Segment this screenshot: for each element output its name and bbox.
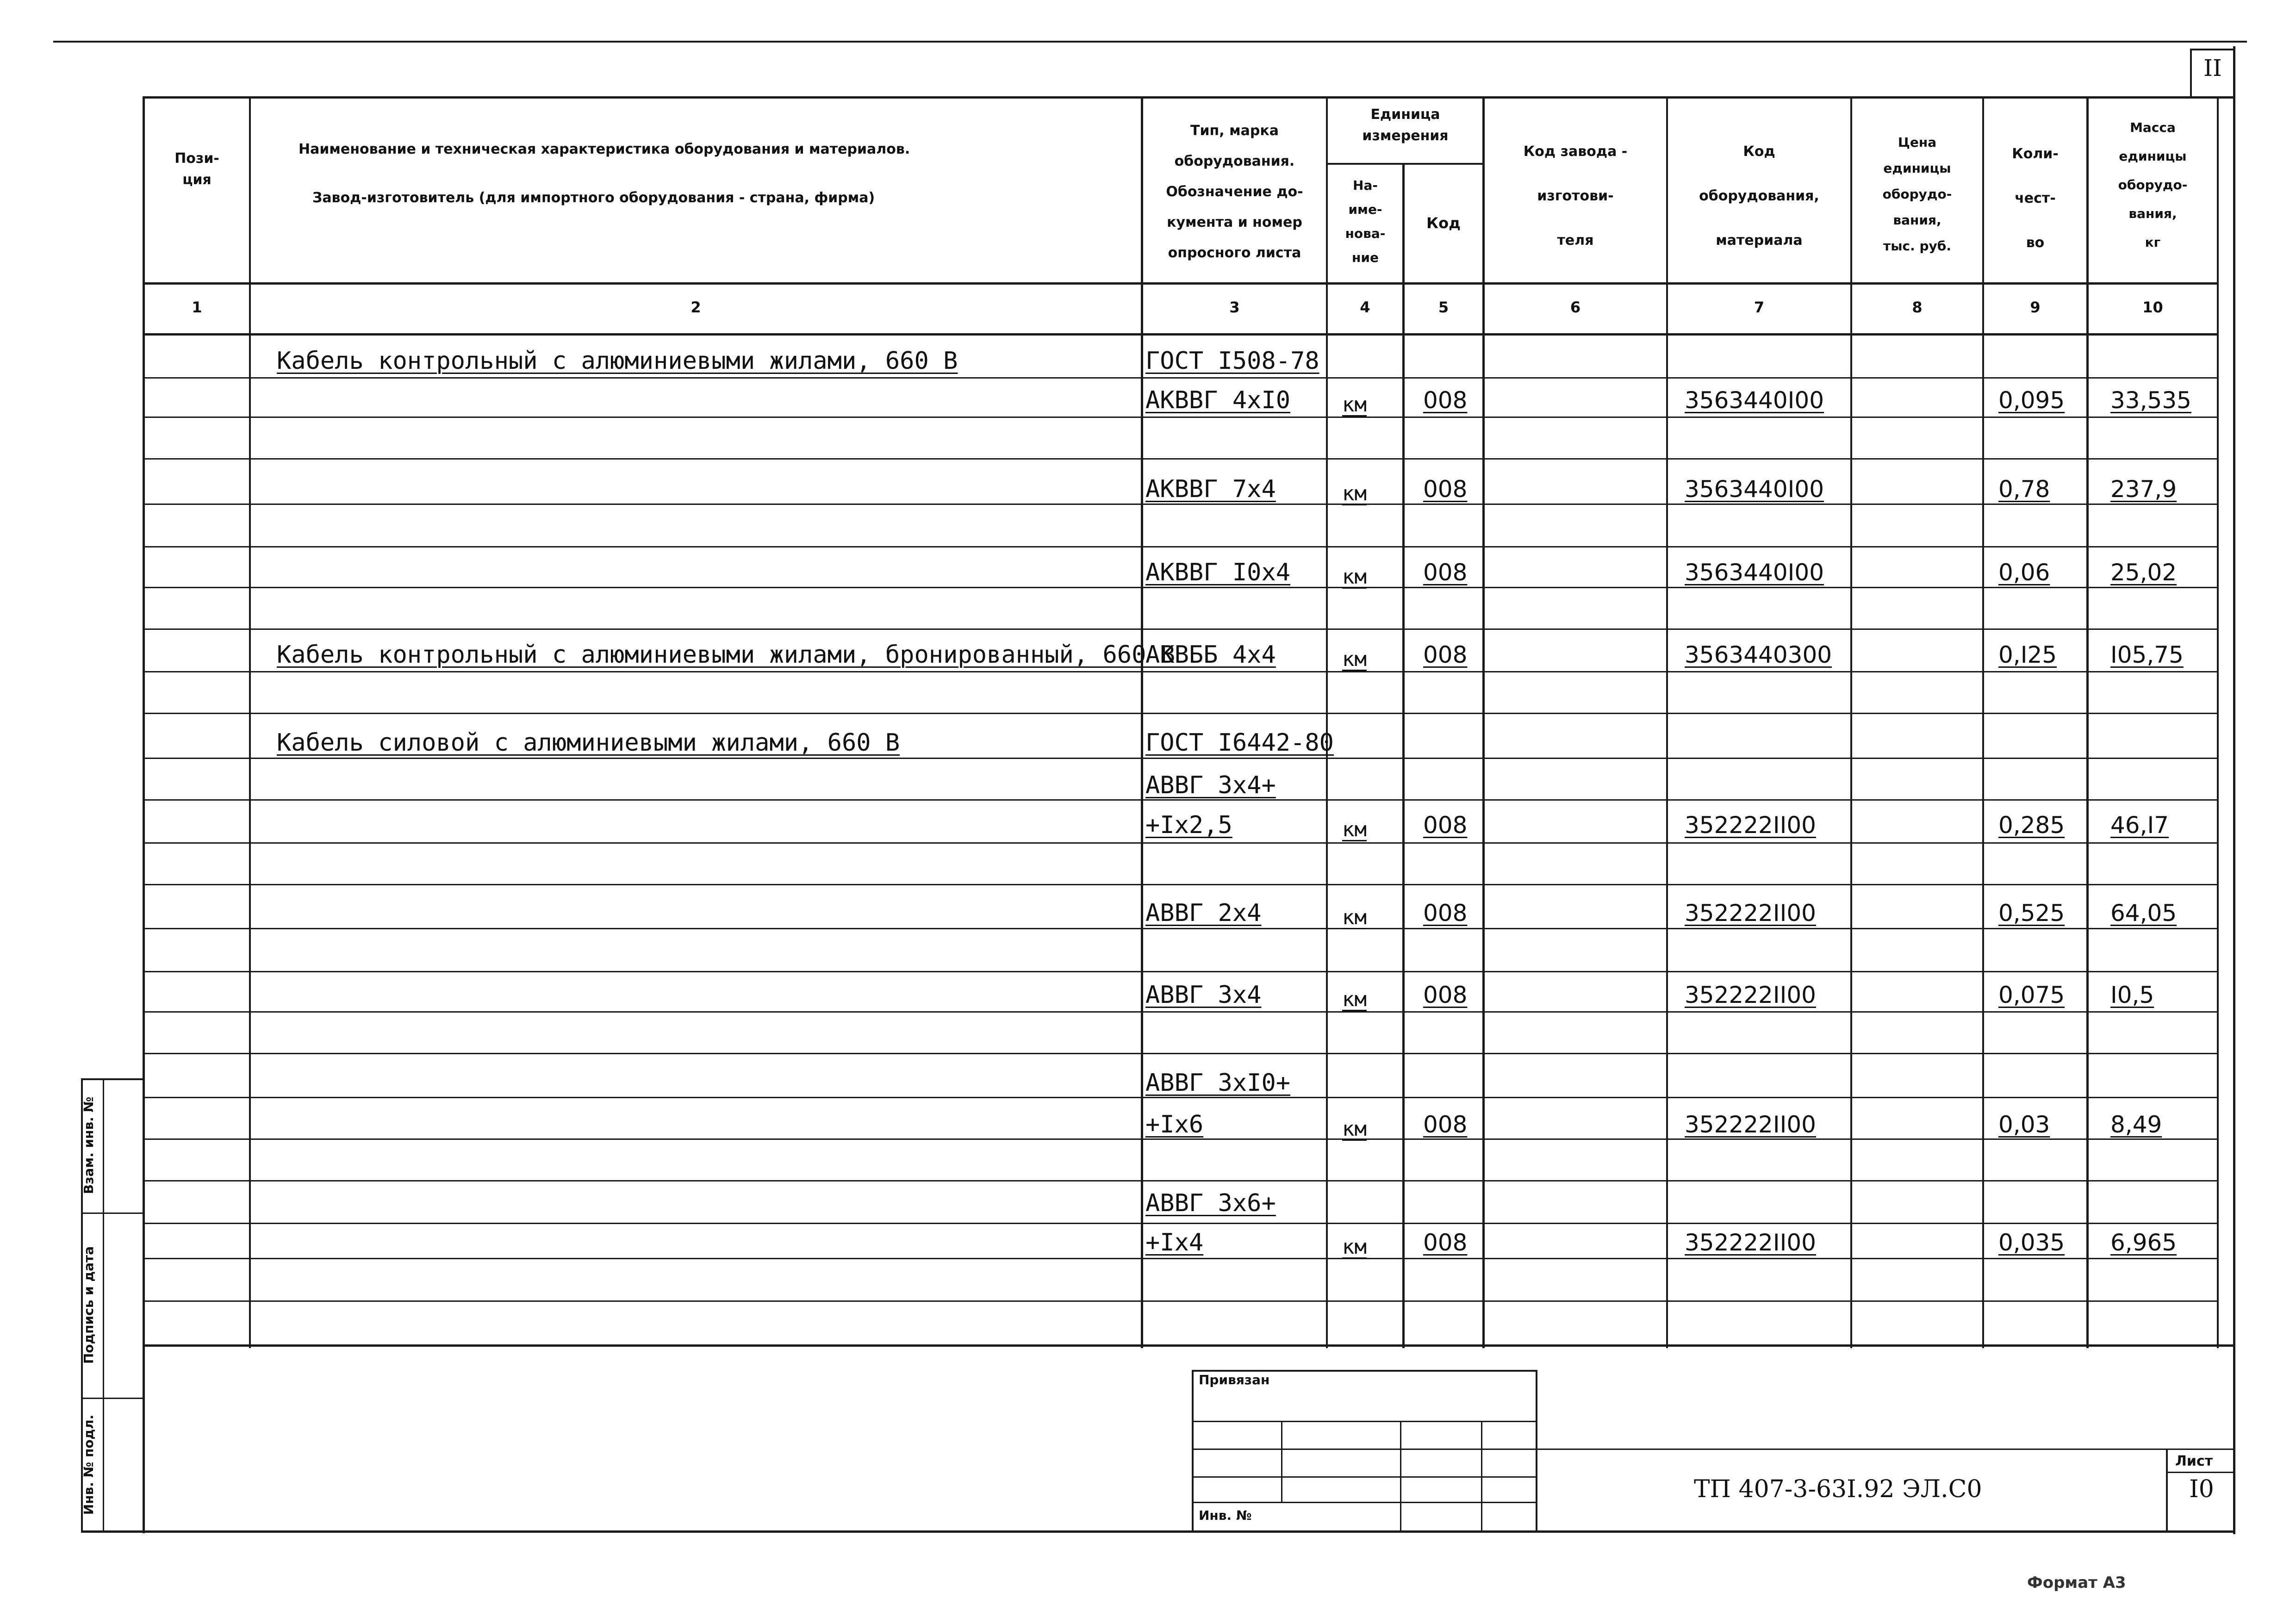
row-line — [143, 713, 2219, 714]
header-unit-code: Код — [1426, 214, 1461, 232]
table-top-border — [143, 96, 2235, 99]
privyazan-label: Привязан — [1199, 1372, 1270, 1387]
header-price: Цена единицы оборудо- вания, тыс. руб. — [1882, 135, 1952, 254]
row4-code: 008 — [1423, 559, 1468, 586]
header-mass: Масса единицы оборудо- вания, кг — [2118, 120, 2188, 250]
privyazan-left — [1192, 1370, 1194, 1532]
row12-mass: 8,49 — [2110, 1111, 2162, 1138]
privyazan-row3 — [1192, 1476, 1537, 1478]
row-line — [143, 504, 2219, 505]
row10-unit: км — [1342, 988, 1367, 1011]
row14-mcode: 352222II00 — [1685, 1229, 1816, 1256]
row5-code: 008 — [1423, 641, 1468, 668]
col-line-4 — [1402, 164, 1405, 1348]
header-unit-group: Единица измерения — [1362, 106, 1449, 144]
row9-qty: 0,525 — [1998, 900, 2065, 927]
colnum-3: 3 — [1229, 298, 1240, 316]
row-line — [143, 928, 2219, 929]
row12-mcode: 352222II00 — [1685, 1111, 1816, 1138]
row12-type: +Iх6 — [1145, 1111, 1204, 1138]
privyazan-col1 — [1281, 1421, 1282, 1503]
stamp-top — [143, 1344, 2235, 1347]
header-name-line1: Наименование и техническая характеристика оборудования и материалов. — [299, 141, 910, 157]
inv-no-label: Инв. № — [1199, 1508, 1252, 1523]
side-label-podpis: Подпись и дата — [81, 1246, 96, 1364]
colnum-2: 2 — [691, 298, 701, 316]
list-box-mid — [2166, 1472, 2235, 1473]
row10-type: АВВГ 3х4 — [1145, 981, 1262, 1009]
unit-group-line — [1326, 163, 1483, 165]
row-line — [143, 842, 2219, 844]
row5-mass: I05,75 — [2110, 641, 2184, 668]
row4-unit: км — [1342, 565, 1367, 589]
privyazan-row4 — [1192, 1502, 1537, 1503]
row5-qty: 0,I25 — [1998, 641, 2057, 668]
row-line — [143, 1053, 2219, 1054]
row14-code: 008 — [1423, 1229, 1468, 1256]
colnum-7: 7 — [1754, 298, 1765, 316]
row2-unit: км — [1342, 393, 1367, 417]
format-label: Формат А3 — [2027, 1573, 2126, 1592]
sheet-box-top — [2190, 49, 2235, 50]
header-quantity: Коли- чест- во — [2012, 146, 2059, 251]
row3-type: АКВВГ 7х4 — [1145, 475, 1276, 503]
row8-mcode: 352222II00 — [1685, 812, 1816, 839]
row-line — [143, 758, 2219, 759]
colnum-1: 1 — [192, 298, 202, 316]
row10-mass: I0,5 — [2110, 982, 2154, 1008]
row14-mass: 6,965 — [2110, 1229, 2177, 1256]
privyazan-top — [1192, 1370, 1537, 1372]
header-material-code: Код оборудования, материала — [1699, 143, 1819, 249]
colnum-8: 8 — [1912, 298, 1923, 316]
row14-type: +Iх4 — [1145, 1229, 1204, 1256]
row5-type: АКВББ 4х4 — [1145, 641, 1276, 669]
header-unit-name: На- име- нова- ние — [1345, 178, 1386, 265]
row11-type: АВВГ 3хI0+ — [1145, 1069, 1291, 1097]
colnum-6: 6 — [1570, 298, 1581, 316]
row-line — [143, 1180, 2219, 1181]
row2-code: 008 — [1423, 387, 1468, 414]
colnum-5: 5 — [1438, 298, 1449, 316]
side-label-inv-podl: Инв. № подл. — [81, 1414, 96, 1515]
row10-qty: 0,075 — [1998, 982, 2065, 1008]
doc-code: ТП 407-3-63I.92 ЭЛ.С0 — [1694, 1475, 1982, 1503]
row-line — [143, 799, 2219, 801]
side-label-vzam: Взам. инв. № — [81, 1096, 96, 1194]
row-line — [143, 1097, 2219, 1098]
colnum-10: 10 — [2142, 298, 2163, 316]
side-strip-sep1 — [81, 1213, 143, 1214]
row3-mcode: 3563440I00 — [1685, 476, 1824, 503]
row10-mcode: 352222II00 — [1685, 982, 1816, 1008]
row8-code: 008 — [1423, 812, 1468, 839]
row2-mcode: 3563440I00 — [1685, 387, 1824, 414]
privyazan-right — [1536, 1370, 1537, 1532]
colnum-9: 9 — [2030, 298, 2041, 316]
row-line — [143, 587, 2219, 588]
row8-qty: 0,285 — [1998, 812, 2065, 839]
row5-mcode: 3563440300 — [1685, 641, 1832, 668]
row2-type: АКВВГ 4хI0 — [1145, 386, 1291, 414]
row4-mass: 25,02 — [2110, 559, 2177, 586]
row5-unit: км — [1342, 647, 1367, 671]
row-line — [143, 1300, 2219, 1302]
row12-qty: 0,03 — [1998, 1111, 2050, 1138]
row3-code: 008 — [1423, 476, 1468, 503]
row14-unit: км — [1342, 1235, 1367, 1259]
row8-mass: 46,I7 — [2110, 812, 2169, 839]
row-line — [143, 1011, 2219, 1013]
row2-mass: 33,535 — [2110, 387, 2191, 414]
row-line — [143, 377, 2219, 379]
row4-mcode: 3563440I00 — [1685, 559, 1824, 586]
frame-bottom-border — [81, 1530, 2235, 1533]
list-number: I0 — [2189, 1475, 2214, 1503]
row12-code: 008 — [1423, 1111, 1468, 1138]
list-label: Лист — [2175, 1453, 2213, 1469]
row3-qty: 0,78 — [1998, 476, 2050, 503]
row9-code: 008 — [1423, 900, 1468, 927]
row6-name: Кабель силовой с алюминиевыми жилами, 660 В — [277, 729, 900, 757]
row8-unit: км — [1342, 818, 1367, 841]
row2-qty: 0,095 — [1998, 387, 2065, 414]
row1-type: ГОСТ I508-78 — [1145, 347, 1319, 375]
row9-mcode: 352222II00 — [1685, 900, 1816, 927]
colnum-4: 4 — [1360, 298, 1370, 316]
row3-mass: 237,9 — [2110, 476, 2177, 503]
row-line — [143, 671, 2219, 672]
row9-type: АВВГ 2х4 — [1145, 899, 1262, 927]
privyazan-col2 — [1400, 1421, 1401, 1532]
row-line — [143, 1138, 2219, 1140]
row5-name: Кабель контрольный с алюминиевыми жилами, бронированный, 660 В — [277, 641, 1176, 669]
row13-type: АВВГ 3х6+ — [1145, 1189, 1276, 1217]
doc-block-top — [1537, 1449, 2235, 1450]
colnum-bottom-line — [143, 333, 2219, 336]
privyazan-col3 — [1481, 1421, 1482, 1532]
row8-type: +Iх2,5 — [1145, 811, 1232, 839]
header-position: Пози- ция — [174, 150, 219, 188]
top-rule — [53, 41, 2247, 43]
row3-unit: км — [1342, 482, 1367, 505]
header-bottom-line — [143, 282, 2219, 285]
row-line — [143, 884, 2219, 885]
privyazan-row2 — [1192, 1449, 1537, 1450]
row7-type: АВВГ 3х4+ — [1145, 771, 1276, 799]
header-factory-code: Код завода - изготови- теля — [1523, 143, 1628, 249]
frame-right-border — [2233, 46, 2235, 1534]
row-line — [143, 1258, 2219, 1259]
row-line — [143, 1223, 2219, 1224]
header-type: Тип, марка оборудования. Обозначение до- кумента и номер опросного листа — [1166, 123, 1303, 261]
row-line — [143, 546, 2219, 547]
side-strip-divider — [103, 1078, 104, 1533]
row1-name: Кабель контрольный с алюминиевыми жилами, 660 В — [277, 347, 958, 375]
row-line — [143, 458, 2219, 460]
row-line — [143, 417, 2219, 418]
privyazan-row1 — [1192, 1421, 1537, 1422]
row4-qty: 0,06 — [1998, 559, 2050, 586]
sheet-number-top: II — [2203, 55, 2222, 81]
row4-type: АКВВГ I0х4 — [1145, 559, 1291, 586]
row10-code: 008 — [1423, 982, 1468, 1008]
row-line — [143, 971, 2219, 972]
header-name-line2: Завод-изготовитель (для импортного оборудования - страна, фирма) — [312, 190, 875, 206]
row6-type: ГОСТ I6442-80 — [1145, 729, 1334, 757]
row12-unit: км — [1342, 1117, 1367, 1141]
row9-unit: км — [1342, 906, 1367, 929]
row-line — [143, 628, 2219, 630]
row14-qty: 0,035 — [1998, 1229, 2065, 1256]
row9-mass: 64,05 — [2110, 900, 2177, 927]
